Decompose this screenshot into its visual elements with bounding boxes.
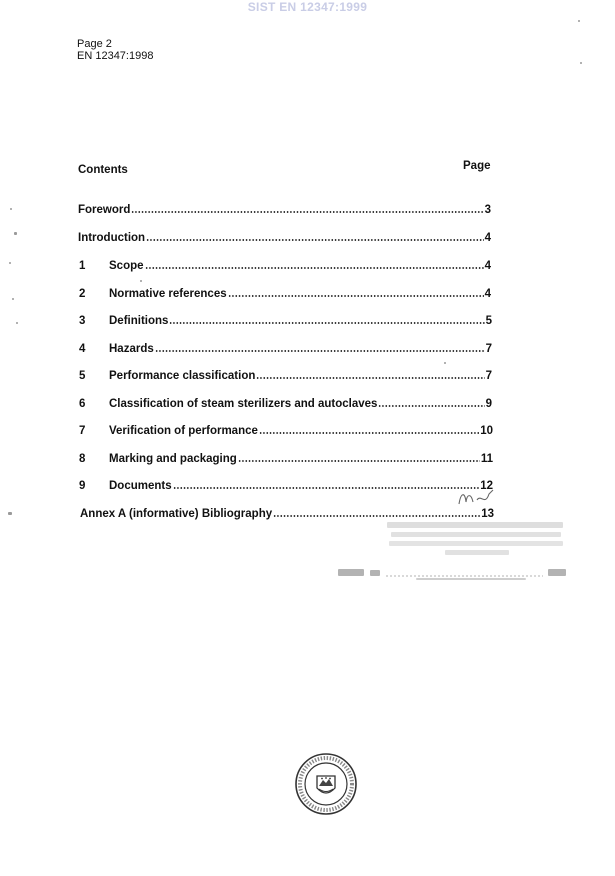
- toc-entry-number: 6: [79, 398, 86, 410]
- toc-entry-1: [79, 258, 491, 272]
- page-number-label: Page 2: [77, 38, 112, 50]
- toc-leader-dots: [145, 267, 484, 269]
- toc-leader-dots: [155, 350, 485, 352]
- toc-leader-dots: [146, 239, 484, 241]
- toc-entry-7: [79, 423, 493, 437]
- toc-leader-dots: [259, 432, 479, 434]
- scan-speck: [9, 262, 11, 264]
- toc-entry-page: 10: [480, 425, 493, 437]
- toc-entry-page: 11: [480, 453, 493, 465]
- toc-entry-title: Documents: [109, 480, 172, 492]
- toc-entry-title: Performance classification: [109, 370, 256, 382]
- toc-leader-dots: [238, 460, 480, 462]
- toc-entry-number: 9: [79, 480, 86, 492]
- document-id: EN 12347:1998: [77, 50, 154, 62]
- receipt-stamp-graphic: [385, 520, 565, 560]
- toc-entry-page: 4: [484, 232, 491, 244]
- scan-speck: [12, 298, 14, 300]
- toc-entry-number: 2: [79, 288, 86, 300]
- toc-entry-8: [79, 451, 493, 465]
- toc-entry-title: Classification of steam sterilizers and autoclaves: [109, 398, 378, 410]
- toc-entry-number: 3: [79, 315, 86, 327]
- scan-speck: [140, 280, 142, 282]
- toc-entry-5: [79, 368, 492, 382]
- document-watermark: SIST EN 12347:1999: [247, 0, 368, 14]
- toc-entry-title: Marking and packaging: [109, 453, 237, 465]
- contents-heading: Contents: [78, 164, 128, 176]
- official-seal: [294, 752, 358, 816]
- toc-entry-title: Scope: [109, 260, 144, 272]
- stamp-date-line: [338, 566, 568, 578]
- toc-entry-introduction: [78, 230, 491, 244]
- toc-leader-dots: [173, 487, 480, 489]
- toc-entry-3: [79, 313, 492, 327]
- seal-emblem-icon: [294, 752, 358, 816]
- toc-entry-number: 5: [79, 370, 86, 382]
- page-header: [77, 38, 153, 62]
- toc-entry-title: Verification of performance: [109, 425, 258, 437]
- toc-leader-dots: [256, 377, 484, 379]
- toc-leader-dots: [228, 295, 484, 297]
- toc-entry-6: [79, 396, 492, 410]
- toc-entry-number: 7: [79, 425, 86, 437]
- toc-entry-4: [79, 341, 492, 355]
- toc-entry-title: Foreword: [78, 204, 131, 216]
- toc-entry-page: 4: [484, 288, 491, 300]
- toc-entry-page: 3: [484, 204, 491, 216]
- scan-speck: [16, 322, 18, 324]
- scan-speck: [444, 362, 446, 364]
- toc-entry-page: 7: [485, 343, 492, 355]
- toc-entry-9: [79, 478, 493, 492]
- toc-entry-annex-a: [80, 506, 494, 520]
- scan-speck: [14, 232, 17, 235]
- toc-leader-dots: [169, 322, 484, 324]
- toc-leader-dots: [273, 515, 480, 517]
- handwritten-mark-icon: [455, 488, 499, 510]
- toc-entry-page: 12: [480, 480, 493, 492]
- toc-entry-2: [79, 286, 491, 300]
- toc-leader-dots: [131, 211, 483, 213]
- stamp-date-graphic: [338, 566, 568, 580]
- toc-entry-title: Normative references: [109, 288, 227, 300]
- toc-entry-number: 8: [79, 453, 86, 465]
- toc-entry-title: Definitions: [109, 315, 169, 327]
- scan-speck: [578, 20, 580, 22]
- toc-leader-dots: [378, 405, 484, 407]
- receipt-stamp: [385, 520, 565, 563]
- toc-entry-number: 4: [79, 343, 86, 355]
- page-column-heading: Page: [463, 160, 491, 172]
- toc-entry-foreword: [78, 202, 491, 216]
- toc-entry-page: 9: [485, 398, 492, 410]
- scan-speck: [8, 512, 12, 515]
- scan-speck: [580, 62, 582, 64]
- toc-entry-page: 13: [481, 508, 494, 520]
- toc-entry-number: 1: [79, 260, 86, 272]
- toc-entry-page: 5: [485, 315, 492, 327]
- toc-entry-page: 7: [485, 370, 492, 382]
- toc-entry-page: 4: [484, 260, 491, 272]
- scan-speck: [10, 208, 12, 210]
- toc-entry-title: Hazards: [109, 343, 154, 355]
- toc-entry-title: Annex A (informative) Bibliography: [80, 508, 273, 520]
- toc-entry-title: Introduction: [78, 232, 146, 244]
